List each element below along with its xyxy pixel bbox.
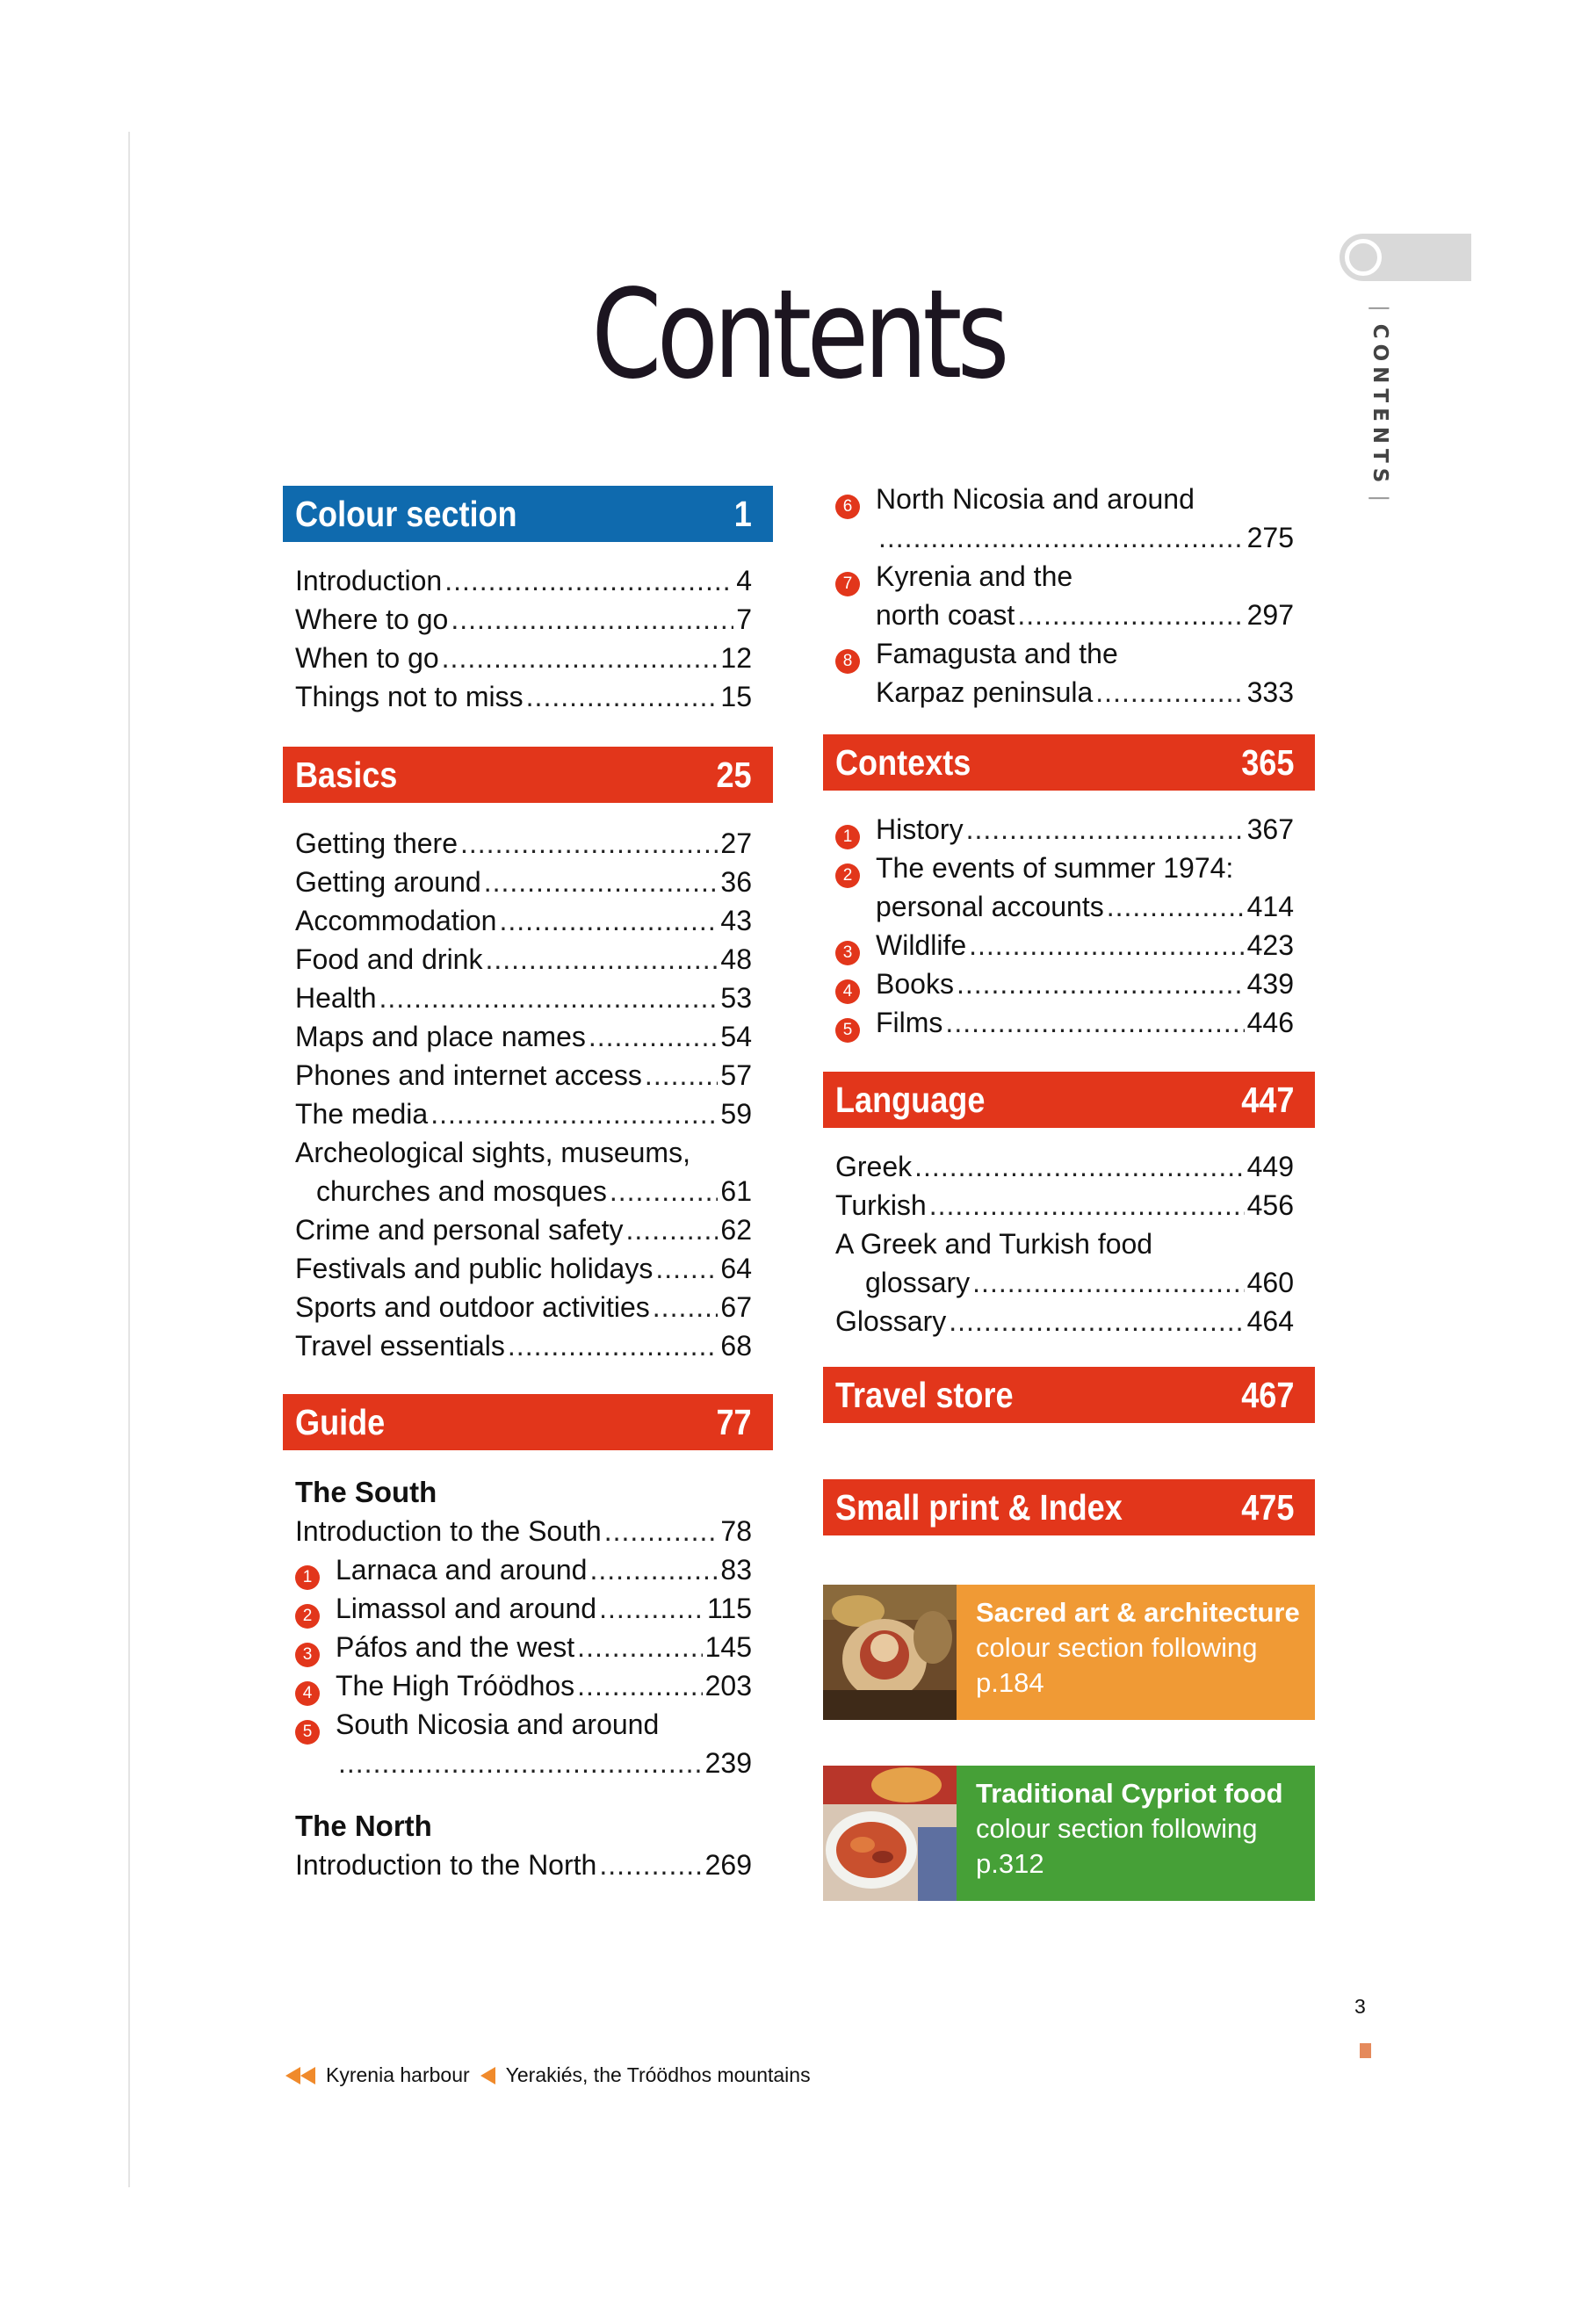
toc-entry[interactable]: Turkish ..... 456: [835, 1186, 1294, 1225]
chapter-number-badge: 5: [295, 1720, 320, 1745]
chapter-number-badge: 7: [835, 572, 860, 596]
toc-chapter-entry[interactable]: 3 Wildlife ..... 423: [835, 926, 1294, 965]
sacred-art-promo-text: Sacred art & architecture colour section following p.184: [957, 1585, 1315, 1720]
toc-entry-continuation[interactable]: Karpaz peninsula ..... 333: [835, 673, 1294, 712]
toc-chapter-entry[interactable]: 4 The High Tróödhos ..... 203: [295, 1666, 752, 1705]
toc-entry[interactable]: Phones and internet access ..... 57: [295, 1056, 752, 1095]
north-subheading: The North: [295, 1810, 432, 1842]
toc-chapter-entry[interactable]: 6 North Nicosia and around: [835, 480, 1294, 518]
contents-left-column: [283, 486, 773, 1884]
arrow-left-icon: [300, 2067, 315, 2084]
contents-right-column: [823, 480, 1315, 1901]
arrow-left-icon: [285, 2067, 300, 2084]
toc-entry[interactable]: Accommodation ..... 43: [295, 901, 752, 940]
toc-entry[interactable]: Sports and outdoor activities ..... 67: [295, 1288, 752, 1326]
toc-entry[interactable]: Getting there ..... 27: [295, 824, 752, 863]
contexts-entries: [823, 810, 1315, 1042]
toc-chapter-entry[interactable]: 2 Limassol and around ..... 115: [295, 1589, 752, 1628]
chapter-number-badge: 1: [295, 1565, 320, 1590]
toc-entry[interactable]: Where to go ..... 7: [295, 600, 752, 639]
page-margin-rule: [128, 132, 130, 2187]
colour-section-entries: [283, 561, 773, 716]
toc-chapter-entry[interactable]: 5 South Nicosia and around: [295, 1705, 752, 1744]
contexts-header[interactable]: Contexts 365: [823, 734, 1315, 791]
chapter-number-badge: 1: [835, 825, 860, 849]
cypriot-food-promo-text: Traditional Cypriot food colour section following p.312: [957, 1766, 1315, 1901]
toc-entry[interactable]: Getting around ..... 36: [295, 863, 752, 901]
toc-entry[interactable]: Travel essentials ..... 68: [295, 1326, 752, 1365]
toc-entry[interactable]: Crime and personal safety ..... 62: [295, 1210, 752, 1249]
toc-entry[interactable]: Maps and place names ..... 54: [295, 1017, 752, 1056]
toc-entry[interactable]: Glossary ..... 464: [835, 1302, 1294, 1340]
toc-entry[interactable]: When to go ..... 12: [295, 639, 752, 677]
colour-section-header[interactable]: Colour section 1: [283, 486, 773, 542]
photo-caption: Kyrenia harbour Yerakiés, the Tróödhos mountains: [285, 2063, 811, 2087]
language-entries: [823, 1147, 1315, 1340]
toc-entry[interactable]: Introduction to the North ..... 269: [295, 1846, 752, 1884]
toc-entry[interactable]: Introduction ..... 4: [295, 561, 752, 600]
guide-south-entries: [283, 1473, 773, 1782]
toc-entry-continuation[interactable]: personal accounts ..... 414: [835, 887, 1294, 926]
guide-north-chapters: [823, 480, 1315, 712]
toc-chapter-entry[interactable]: 1 History ..... 367: [835, 810, 1294, 849]
chapter-number-badge: 3: [295, 1643, 320, 1667]
page-title: Contents: [591, 264, 1005, 407]
guide-header[interactable]: Guide 77: [283, 1394, 773, 1450]
toc-entry[interactable]: Archeological sights, museums,: [295, 1137, 690, 1168]
toc-entry[interactable]: Greek ..... 449: [835, 1147, 1294, 1186]
toc-entry-continuation[interactable]: ..... 239: [295, 1744, 752, 1782]
chapter-number-badge: 2: [295, 1604, 320, 1629]
toc-chapter-entry[interactable]: 3 Páfos and the west ..... 145: [295, 1628, 752, 1666]
guide-north-intro: [283, 1807, 773, 1884]
toc-entry[interactable]: Food and drink ..... 48: [295, 940, 752, 979]
toc-entry[interactable]: Things not to miss ..... 15: [295, 677, 752, 716]
toc-entry[interactable]: A Greek and Turkish food: [835, 1228, 1153, 1260]
toc-chapter-entry[interactable]: 4 Books ..... 439: [835, 965, 1294, 1003]
travel-store-header[interactable]: Travel store 467: [823, 1367, 1315, 1423]
toc-entry-continuation[interactable]: north coast ..... 297: [835, 596, 1294, 634]
toc-chapter-entry[interactable]: 5 Films ..... 446: [835, 1003, 1294, 1042]
toc-entry[interactable]: Health ..... 53: [295, 979, 752, 1017]
cypriot-food-photo: [823, 1766, 957, 1901]
toc-chapter-entry[interactable]: 2 The events of summer 1974:: [835, 849, 1294, 887]
chapter-number-badge: 2: [835, 863, 860, 888]
toc-entry[interactable]: The media ..... 59: [295, 1095, 752, 1133]
chapter-number-badge: 4: [295, 1681, 320, 1706]
chapter-number-badge: 6: [835, 495, 860, 519]
toc-chapter-entry[interactable]: 7 Kyrenia and the: [835, 557, 1294, 596]
small-print-header[interactable]: Small print & Index 475: [823, 1479, 1315, 1535]
chapter-number-badge: 5: [835, 1018, 860, 1043]
toc-chapter-entry[interactable]: 1 Larnaca and around ..... 83: [295, 1550, 752, 1589]
toc-entry-continuation[interactable]: glossary ..... 460: [835, 1263, 1294, 1302]
page-marker: [1360, 2043, 1371, 2058]
toc-chapter-entry[interactable]: 8 Famagusta and the: [835, 634, 1294, 673]
toc-entry[interactable]: Introduction to the South ..... 78: [295, 1512, 752, 1550]
language-header[interactable]: Language 447: [823, 1072, 1315, 1128]
chapter-number-badge: 3: [835, 941, 860, 965]
arrow-left-icon: [480, 2067, 495, 2084]
sacred-art-promo[interactable]: [823, 1585, 1315, 1720]
sacred-art-photo: [823, 1585, 957, 1720]
chapter-number-badge: 8: [835, 649, 860, 674]
toc-entry[interactable]: Festivals and public holidays ..... 64: [295, 1249, 752, 1288]
page-number: 3: [1354, 1995, 1366, 2018]
toc-entry-continuation[interactable]: churches and mosques ..... 61: [295, 1172, 752, 1210]
cypriot-food-promo[interactable]: [823, 1766, 1315, 1901]
toc-entry-continuation[interactable]: ..... 275: [835, 518, 1294, 557]
side-label: | CONTENTS |: [1361, 318, 1398, 494]
chapter-number-badge: 4: [835, 979, 860, 1004]
basics-header[interactable]: Basics 25: [283, 747, 773, 803]
south-subheading: The South: [295, 1476, 437, 1508]
basics-entries: [283, 824, 773, 1365]
